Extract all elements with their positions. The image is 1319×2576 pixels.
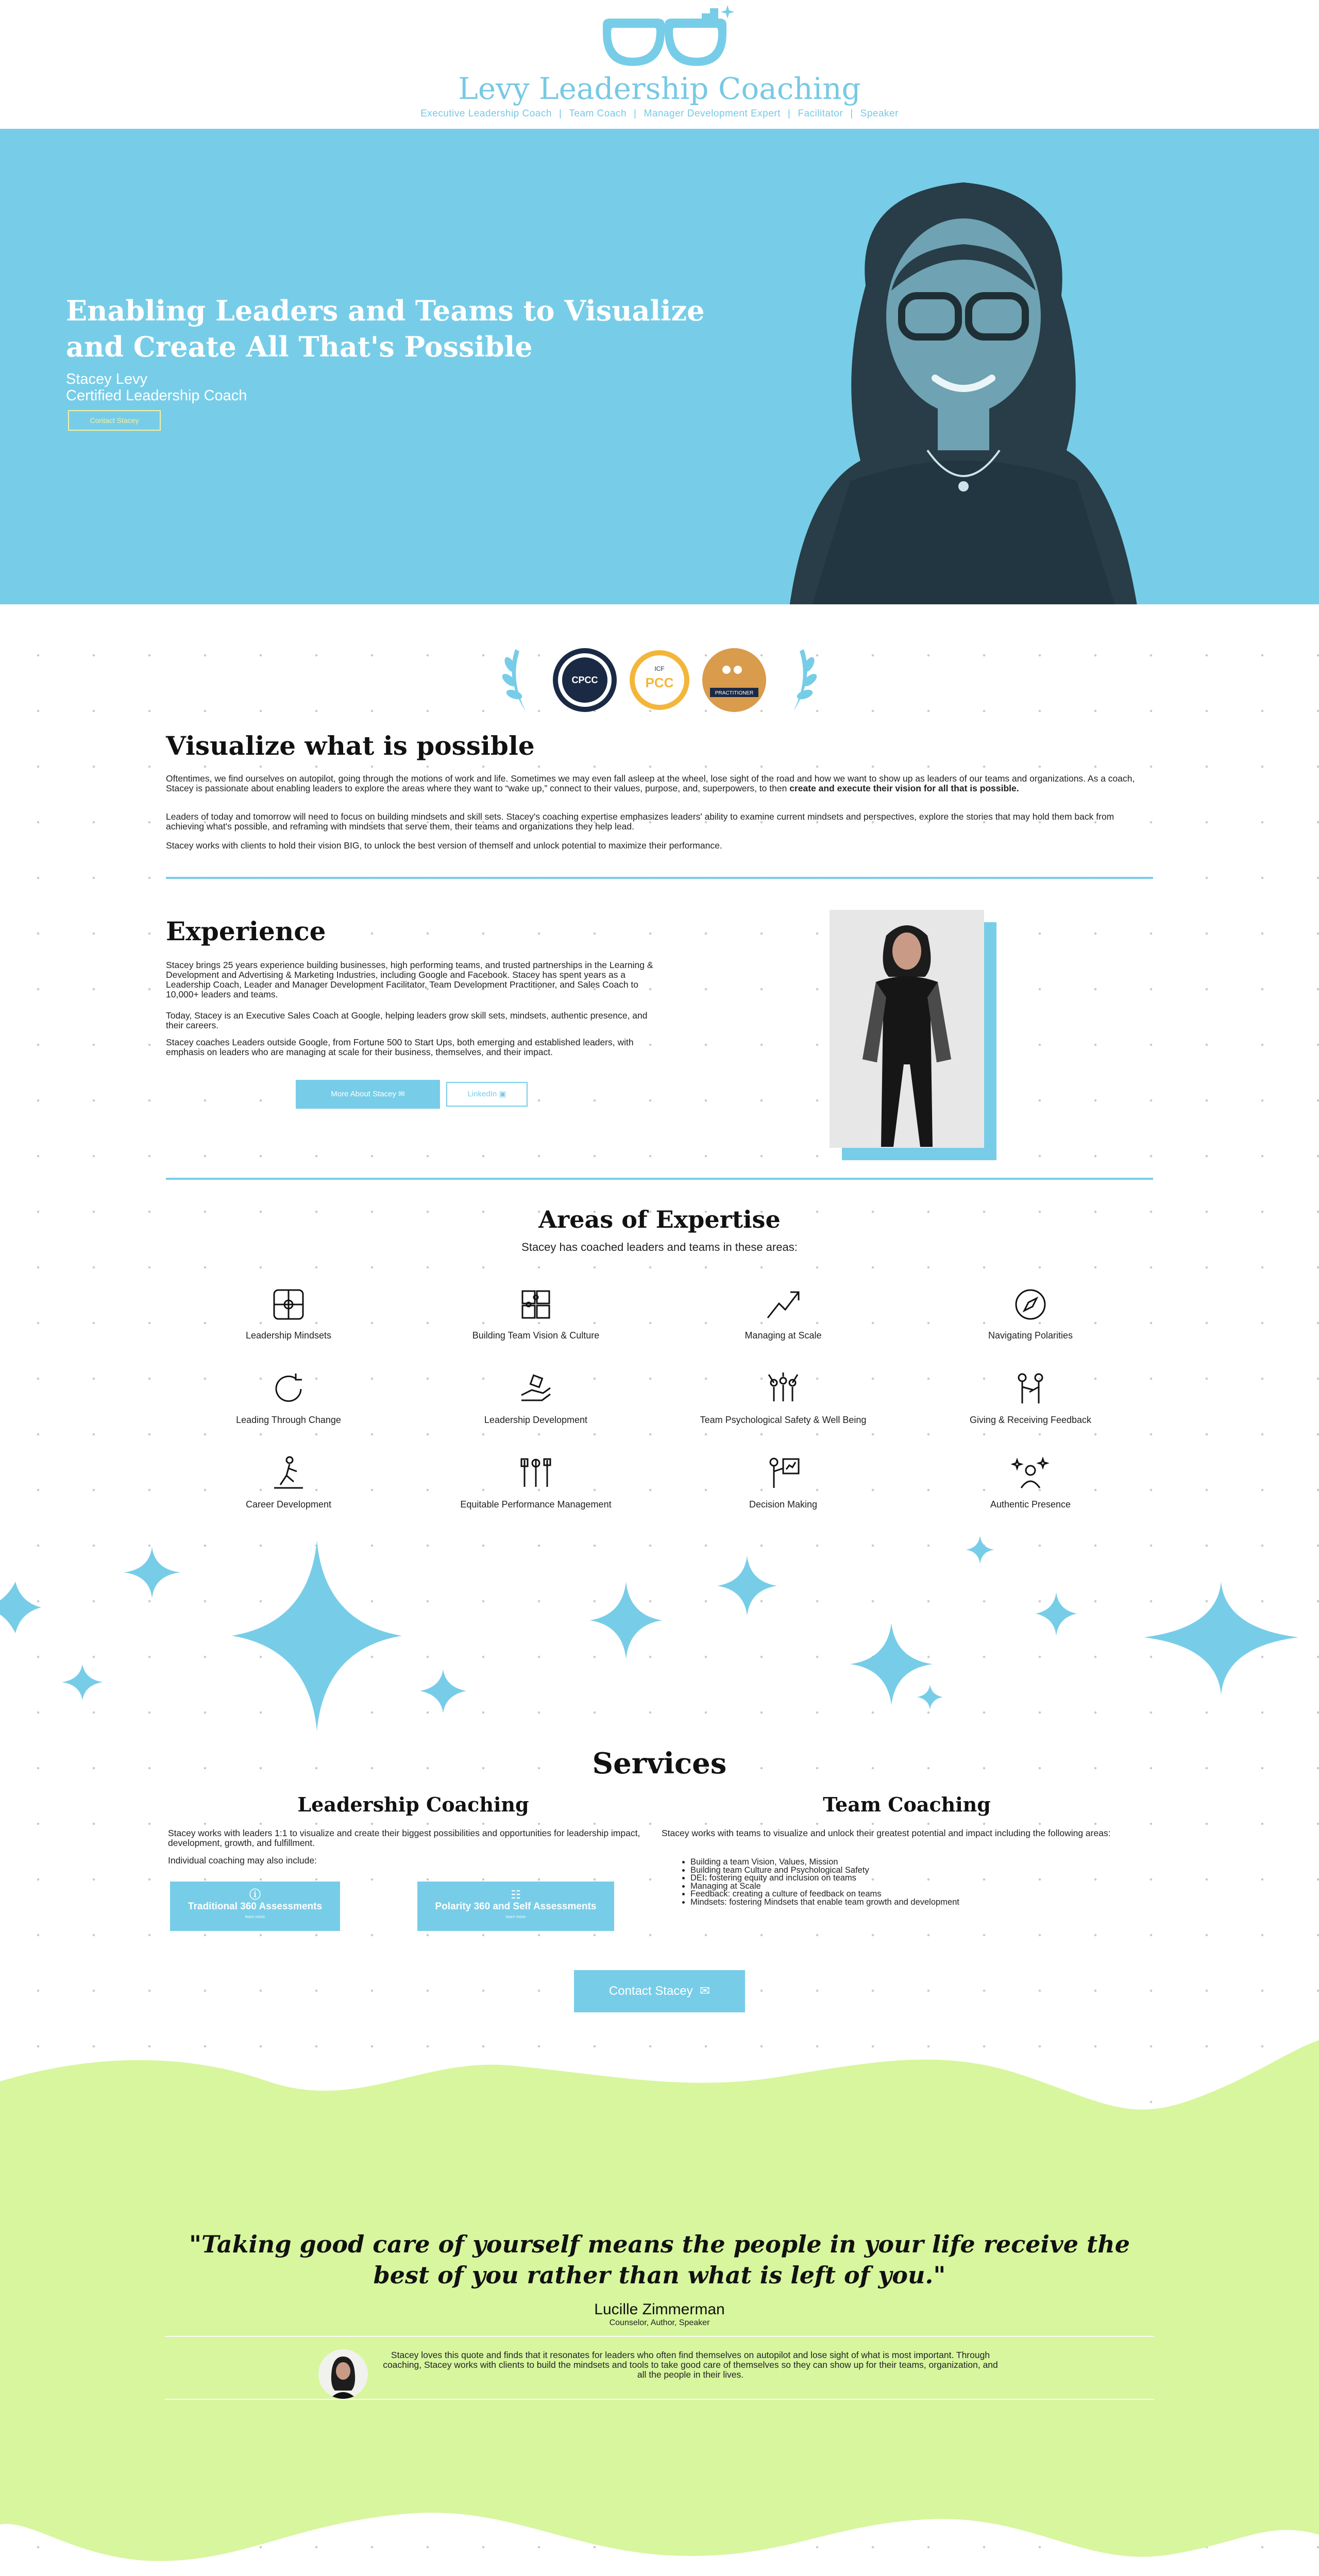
expertise-label: Equitable Performance Management [460,1499,612,1510]
hero-person [66,371,247,404]
stacey-portrait-image [757,162,1170,604]
experience-paragraph: Stacey brings 25 years experience building businesses, high performing teams, and trusted partnerships in the Learning & Development and Advertising & Marketing Industries, including Google and Facebook. Stacey has spent years as a Leadership Coach, Leader and Manager Development Facilitator, Team Development Practitioner, and Sales Coach to 10,000+ leaders and teams. [166,960,653,999]
linkedin-button[interactable]: LinkedIn ▣ [446,1082,528,1107]
expertise-label: Managing at Scale [745,1330,822,1341]
brand-name[interactable]: Levy Leadership Coaching [458,71,861,106]
section-divider [166,1178,1153,1180]
expertise-item [907,1454,1154,1510]
expertise-label: Authentic Presence [990,1499,1071,1510]
expertise-label: Giving & Receiving Feedback [969,1415,1092,1425]
services-title: Services [592,1747,727,1781]
visualize-title: Visualize what is possible [166,731,535,761]
hero-name: Stacey Levy [66,371,147,387]
star-icon [1036,1592,1077,1636]
star-icon [966,1535,994,1564]
star-icon [590,1582,662,1659]
avatar [318,2349,368,2399]
hero-contact-button[interactable]: Contact Stacey [68,410,161,431]
visualize-paragraph: Leaders of today and tomorrow will need to focus on building mindsets and skill sets. Stacey's coaching expertise emphasizes leaders' ability to examine current mindsets and perspectives, explore the stories that may hold them back from achieving what's possible, and reframing with mindsets that serve them, their teams and organizations they help lead. [166,811,1114,832]
leadership-coaching-paragraph: Stacey works with leaders 1:1 to visualize and create their biggest possibilities and opportunities for leadership impact, development, growth, and fulfillment. [168,1828,640,1848]
star-icon [917,1685,943,1709]
traditional-360-button[interactable]: ⓘ Traditional 360 Assessments learn more [170,1882,340,1931]
quote-author: Lucille Zimmerman [594,2301,725,2318]
quote-text: "Taking good care of yourself means the people in your life receive the best of you rather than what is left of you." [189,2230,1130,2289]
expertise-label: Building Team Vision & Culture [472,1330,600,1341]
experience-paragraph: Today, Stacey is an Executive Sales Coach at Google, helping leaders grow skill sets, mindsets, authentic presence, and their careers. [166,1010,648,1030]
star-icon [420,1669,466,1713]
tagline-item: Manager Development Expert [644,108,781,119]
growth-arrow-icon [764,1285,803,1324]
tagline-item: Team Coach [569,108,627,119]
brand-tagline: Executive Leadership Coach | Team Coach | Manager Development Expert | Facilitator | Speaker [420,108,899,119]
services-contact-button[interactable]: Contact Stacey ✉ [574,1970,745,2012]
expertise-label: Leadership Development [484,1415,588,1425]
info-icon: ⓘ [249,1888,261,1901]
laurel-right-icon [793,649,819,711]
svg-text:ICF: ICF [654,665,665,672]
expertise-label: Leading Through Change [236,1415,341,1425]
polarity-360-button[interactable]: ☷ Polarity 360 and Self Assessments learn more [417,1882,614,1931]
expertise-item [412,1285,660,1341]
expertise-item [660,1369,907,1426]
expertise-item [165,1454,412,1510]
svg-text:PRACTITIONER: PRACTITIONER [715,690,754,696]
stacey-standing-photo [830,910,984,1148]
glasses-logo-icon[interactable] [593,4,737,76]
team-coaching-list [681,1858,959,1906]
puzzle-pieces-icon [516,1285,555,1324]
expertise-subtitle: Stacey has coached leaders and teams in these areas: [521,1241,798,1253]
visualize-paragraph: Stacey works with clients to hold their vision BIG, to unlock the best version of themself and unlock potential to maximize their performance. [166,840,722,851]
hand-growth-icon [516,1369,555,1409]
star-icon [124,1547,180,1598]
expertise-label: Navigating Polarities [988,1330,1073,1341]
site-header [0,0,1319,129]
leadership-coaching-title: Leadership Coaching [297,1793,529,1816]
team-celebrate-icon [764,1369,803,1409]
quote-divider [165,2399,1154,2400]
tagline-item: Executive Leadership Coach [420,108,552,119]
certification-badges [495,639,824,721]
list-item: • Building team Culture and Psychological Safety [690,1867,959,1875]
list-item: • Managing at Scale [690,1883,959,1891]
cpcc-badge-icon [553,648,617,712]
expertise-title: Areas of Expertise [538,1206,781,1233]
more-about-stacey-button[interactable]: More About Stacey ✉ [296,1080,440,1109]
visualize-paragraph: Oftentimes, we find ourselves on autopilot, going through the motions of work and life. Sometimes we may even fall asleep at the wheel, lose sight of the road and how we want to show up as leaders of our teams and organizations. As a coach, Stacey is passionate about enabling leaders to explore the areas where they want to “wake up,” connect to their values, purpose, and, superpowers, to then create and execute their vision for all that is possible. [166,773,1135,793]
expertise-label: Leadership Mindsets [245,1330,332,1341]
star-icon [0,1582,41,1633]
svg-text:PCC: PCC [645,675,674,690]
star-icon [850,1623,933,1705]
quote-divider [165,2336,1154,2337]
mail-icon: ✉ [699,1984,711,1998]
sparkle-person-icon [1011,1454,1050,1493]
expertise-item [412,1454,660,1510]
polarity-practitioner-badge-icon [702,648,766,712]
hero-title: Enabling Leaders and Teams to Visualize and Create All That's Possible [66,294,705,363]
laurel-left-icon [500,649,526,711]
team-coaching-paragraph: Stacey works with teams to visualize and unlock their greatest potential and impact including the following areas: [662,1828,1111,1838]
tools-icon [516,1454,555,1493]
expertise-item [660,1285,907,1341]
stacey-avatar-image [318,2349,368,2399]
section-divider [166,877,1153,879]
experience-title: Experience [166,916,326,946]
expertise-item [907,1285,1154,1341]
linkedin-icon: ▣ [499,1090,506,1098]
presenter-board-icon [764,1454,803,1493]
hero-role: Certified Leadership Coach [66,387,247,404]
star-icon [1144,1582,1298,1695]
quote-author-role: Counselor, Author, Speaker [609,2318,710,2327]
list-item: • Feedback: creating a culture of feedback on teams [690,1890,959,1899]
list-item: • DEI: fostering equity and inclusion on teams [690,1874,959,1883]
tagline-item: Speaker [860,108,899,119]
brain-puzzle-icon [269,1285,308,1324]
mail-icon: ✉ [398,1090,405,1098]
sparkle-stars-decoration [0,1525,1319,1741]
expertise-item [165,1369,412,1426]
hero-section [0,129,1319,604]
climbing-person-icon [269,1454,308,1493]
experience-paragraph: Stacey coaches Leaders outside Google, from Fortune 500 to Start Ups, both emerging and established leaders, with emphasis on leaders who are managing at scale for their business, themselves, and their impact. [166,1037,634,1057]
expertise-item [660,1454,907,1510]
list-item: • Building a team Vision, Values, Mission [690,1858,959,1867]
people-talking-icon [1011,1369,1050,1409]
list-item: • Mindsets: fostering Mindsets that enable team growth and development [690,1899,959,1907]
star-icon [232,1540,402,1731]
pcc-badge-icon [630,650,689,710]
quote-commentary: Stacey loves this quote and finds that it resonates for leaders who often find themselves on autopilot and lose sight of what is most important. Through coaching, Stacey works with clients to build the mindsets and tools to take good care of themselves so they can show up for their teams, organization, and all the people in their lives. [383,2350,998,2380]
expertise-item [907,1369,1154,1426]
expertise-label: Team Psychological Safety & Well Being [700,1415,867,1425]
team-coaching-title: Team Coaching [823,1793,991,1816]
people-group-icon: ☷ [511,1888,521,1901]
refresh-cycle-icon [269,1369,308,1409]
star-icon [717,1556,777,1616]
tagline-item: Facilitator [798,108,843,119]
leadership-coaching-paragraph: Individual coaching may also include: [168,1855,317,1866]
expertise-label: Career Development [245,1499,332,1510]
expertise-item [412,1369,660,1426]
expertise-item [165,1285,412,1341]
svg-text:CPCC: CPCC [571,675,598,685]
expertise-label: Decision Making [749,1499,818,1510]
star-icon [62,1664,103,1700]
compass-icon [1011,1285,1050,1324]
